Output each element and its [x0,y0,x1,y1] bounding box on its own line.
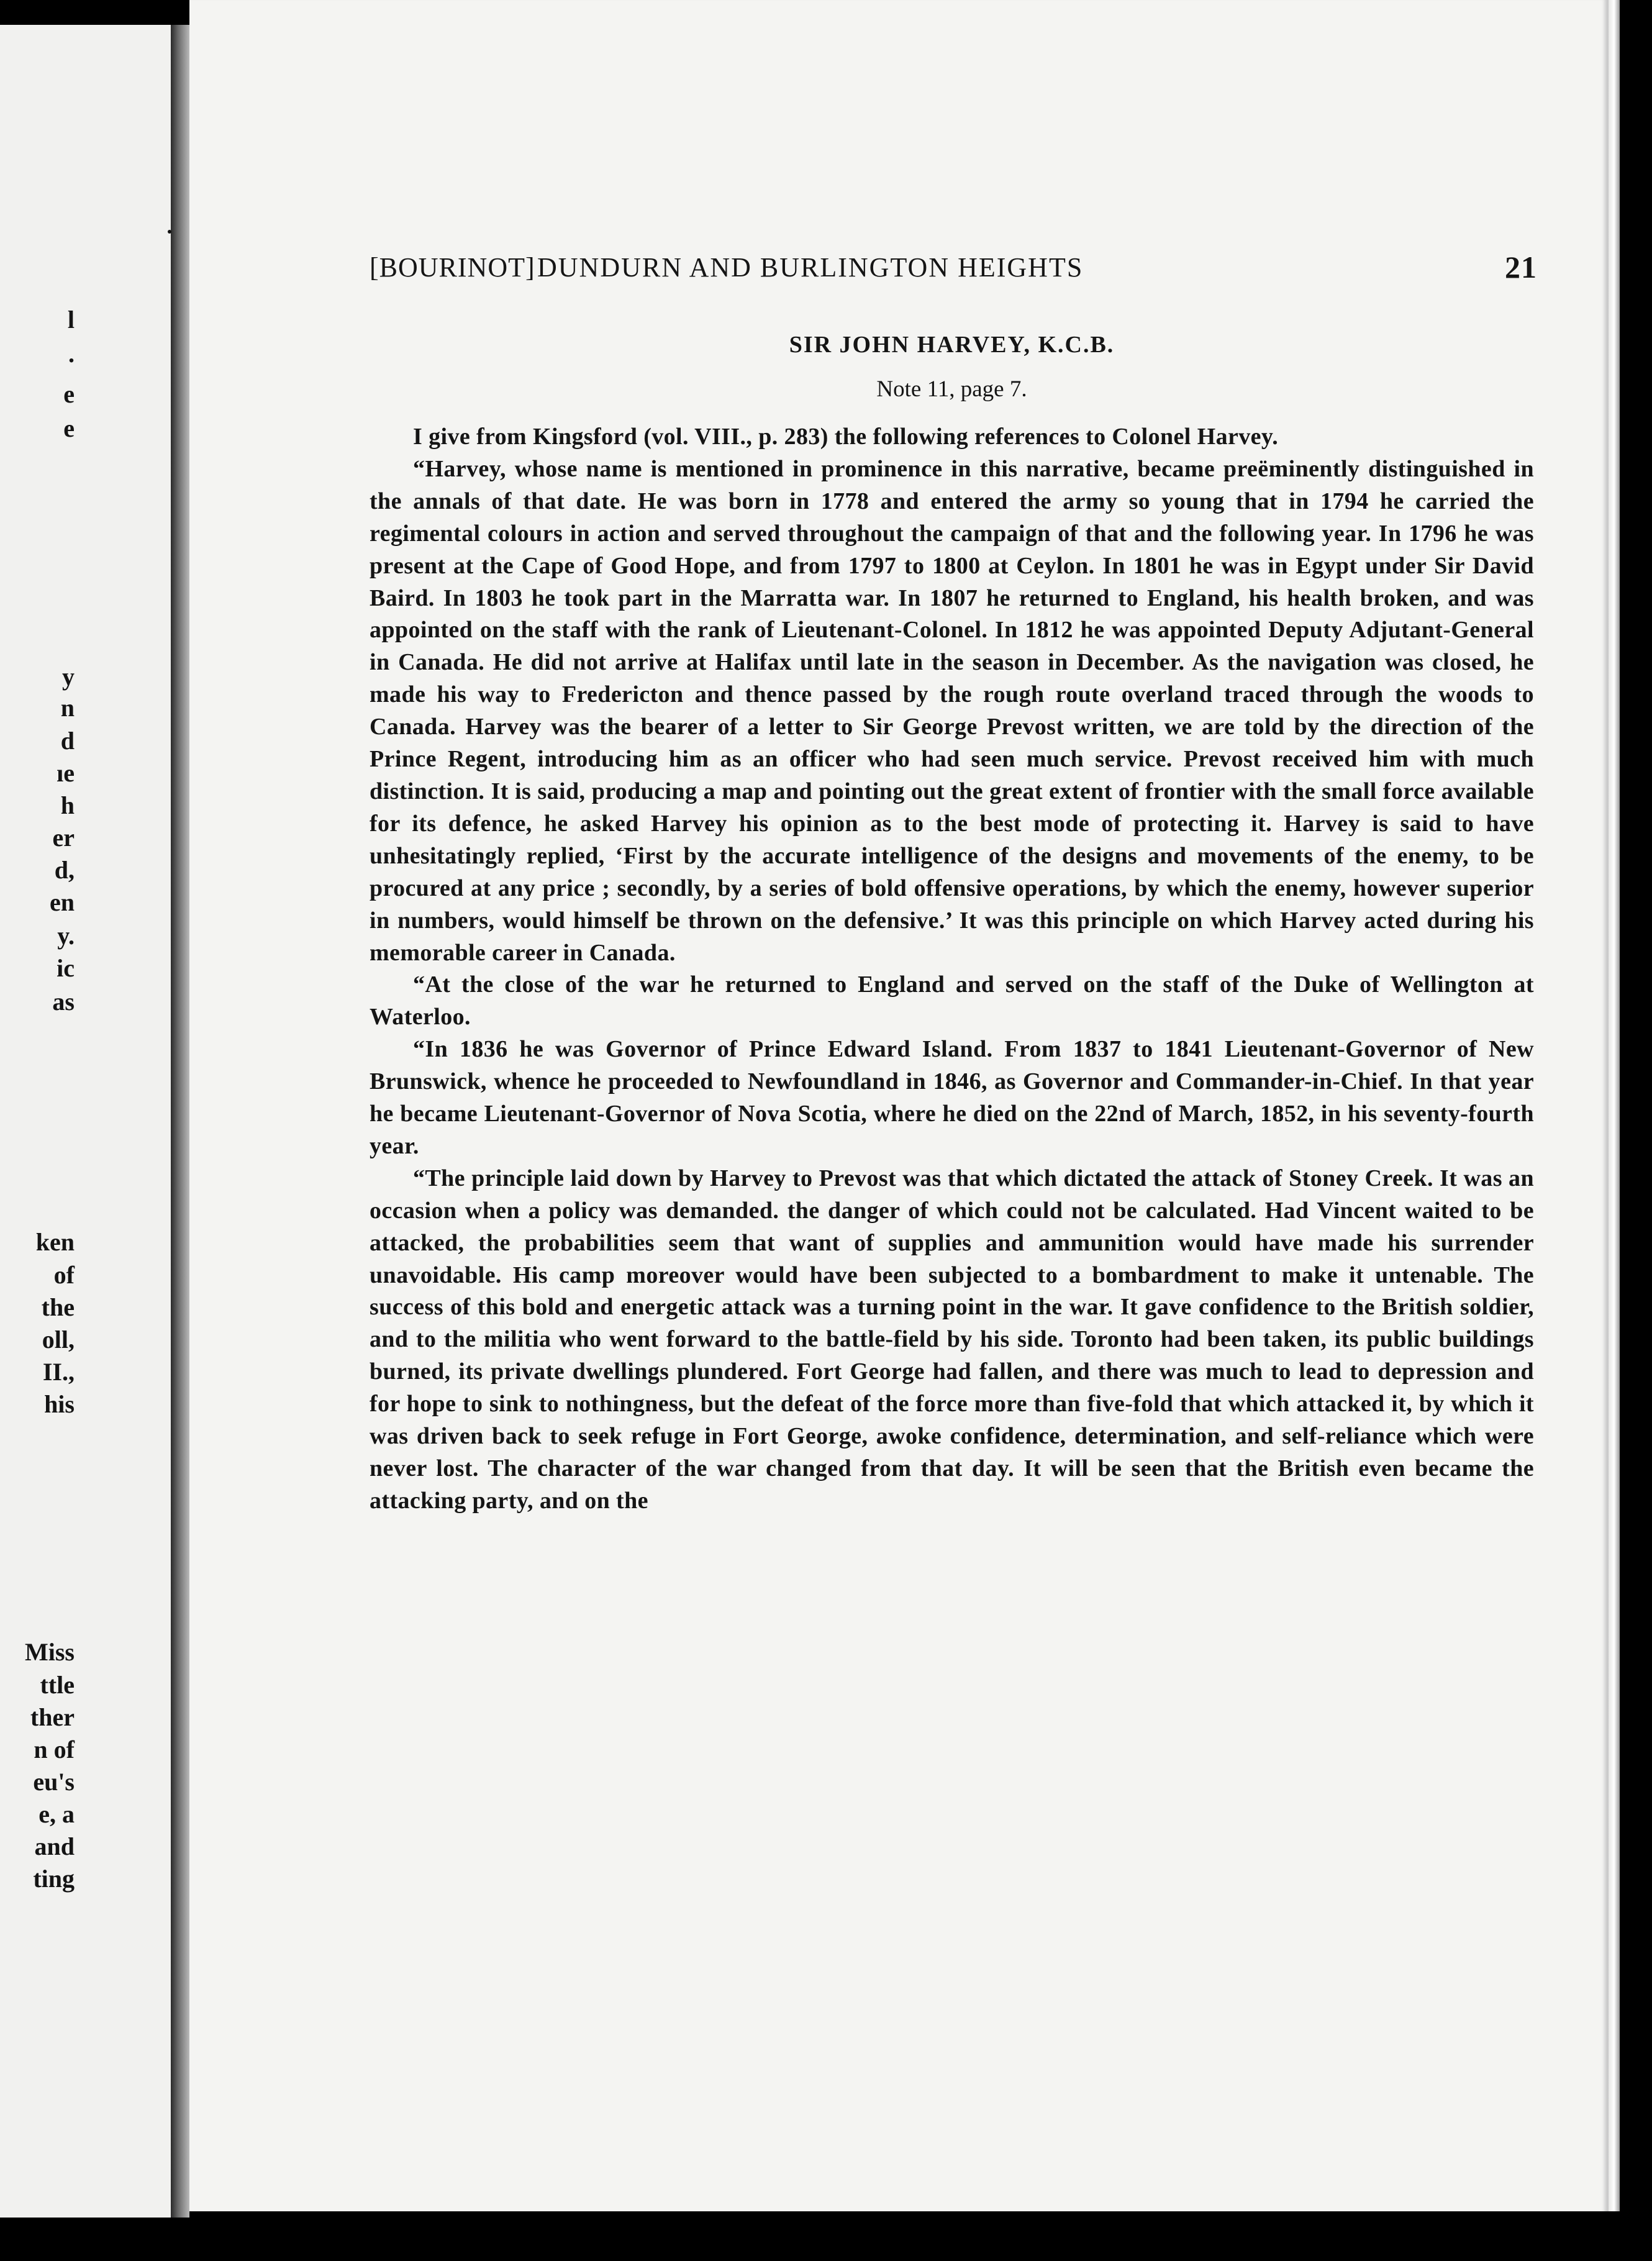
previous-page-text-fragment: of [53,1261,75,1289]
previous-page-text-fragment: n [60,694,75,722]
previous-page-text-fragment: d, [54,856,75,884]
previous-page-text-fragment: eu's [33,1768,75,1796]
previous-page-text-fragment: . [68,340,75,368]
note-reference: Note 11, page 7. [876,376,1027,402]
paragraph: “At the close of the war he returned to England and served on the staff of the Duke of Wellington at Waterloo. [370,971,1534,1030]
previous-page-text-fragment: oll, [42,1326,75,1353]
previous-page-text-fragment: ttle [40,1671,75,1699]
ink-dot [168,230,171,234]
previous-page-text-fragment: d [60,727,75,755]
previous-page-text-fragment: n of [34,1736,75,1763]
previous-page-text-fragment: en [50,888,75,916]
previous-page-text-fragment: e, a [39,1800,75,1828]
previous-page-text-fragment: ıe [57,759,75,787]
previous-page-fragment [0,25,171,2218]
previous-page-text-fragment: ic [57,954,75,982]
previous-page-text-fragment: ken [35,1228,75,1256]
previous-page-text-fragment: as [52,988,75,1016]
paragraph: “Harvey, whose name is mentioned in prominence in this narrative, became preëminently distinguished in the annals of that date. He was born in 1778 and entered the army so young that in 1794 he carried the regimental colours in action and served throughout the campaign of that and the following year. In 1796 he was present at the Cape of Good Hope, and from 1797 to 1800 at Ceylon. In 1801 he was in Egypt under Sir David Baird. In 1803 he took part in the Marratta war. In 1807 he returned to England, his health broken, and was appointed on the staff with the rank of Lieutenant-Colonel. In 1812 he was appointed Deputy Adjutant-General in Canada. He did not arrive at Halifax until late in the season in December. As the navigation was closed, he made his way to Fredericton and thence passed by the rough route overland traced through the woods to Canada. Harvey was the bearer of a letter to Sir George Prevost written, we are told by the direction of the Prince Regent, introducing him as an officer who had seen much service. Prevost received him with much distinction. It is said, producing a map and pointing out the great extent of frontier with the small force available for its defence, he asked Harvey his opinion as to the best mode of protecting it. Harvey is said to have unhesitatingly replied, ‘First by the accurate intelligence of the designs and movements of the enemy, to be procured at any price ; secondly, by a series of bold offensive operations, by which the enemy, however superior in numbers, would himself be thrown on the defensive.’ It was this principle on which Harvey acted during his memorable career in Canada. [370,455,1534,966]
page-content [370,250,1537,1517]
page-edge [1609,0,1620,2211]
previous-page-text-fragment: Miss [25,1638,75,1666]
previous-page-text-fragment: ting [33,1865,75,1893]
paragraph: “The principle laid down by Harvey to Prevost was that which dictated the attack of Stoney Creek. It was an occasion when a policy was demanded. the danger of which could not be calculated. Had Vincent waited to be attacked, the probabilities seem that want of supplies and ammunition would have made his surrender unavoidable. His camp moreover would have been subjected to a bombardment to make it untenable. The success of this bold and energetic attack was a turning point in the war. It gave confidence to the British soldier, and to the militia who went forward to the battle-field by his side. Toronto had been taken, its public buildings burned, its private dwellings plundered. Fort George had fallen, and there was much to lead to depression and for hope to sink to nothingness, but the defeat of the force more than five-fold that which attacked it, by which it was driven back to seek refuge in Fort George, awoke confidence, determination, and self-reliance which were never lost. The character of the war changed from that day. It will be seen that the British even became the attacking party, and on the [370,1165,1534,1514]
previous-page-text-fragment: y [62,663,75,691]
previous-page-text-fragment: II., [42,1358,75,1386]
header-author: [BOURINOT] [370,252,535,283]
previous-page-text-fragment: and [34,1832,75,1860]
paragraph: “In 1836 he was Governor of Prince Edward Island. From 1837 to 1841 Lieutenant-Governor of New Brunswick, whence he proceeded to Newfoundland in 1846, as Governor and Commander-in-Chief. In that year he became Lieutenant-Governor of Nova Scotia, where he died on the 22nd of March, 1852, in his seventy-fourth year. [370,1036,1534,1159]
previous-page-text-fragment: his [44,1390,75,1418]
previous-page-text-fragment: ther [30,1703,75,1731]
paragraph: I give from Kingsford (vol. VIII., p. 283) the following references to Colonel Harvey. [413,424,1279,450]
header-title: DUNDURN AND BURLINGTON HEIGHTS [537,252,1084,283]
book-page [189,0,1609,2211]
previous-page-text-fragment: e [63,414,75,442]
previous-page-text-fragment: the [41,1293,75,1321]
previous-page-text-fragment: h [60,791,75,819]
running-header [370,250,1537,295]
previous-page-text-fragment: e [63,380,75,408]
previous-page-text-fragment: y. [57,922,75,950]
book-gutter [171,25,189,2218]
section-title: SIR JOHN HARVEY, K.C.B. [789,332,1115,358]
previous-page-text-fragment: er [52,824,75,852]
previous-page-text-fragment: l [67,306,75,334]
page-number: 21 [1505,250,1537,284]
body-text [370,421,1534,1517]
